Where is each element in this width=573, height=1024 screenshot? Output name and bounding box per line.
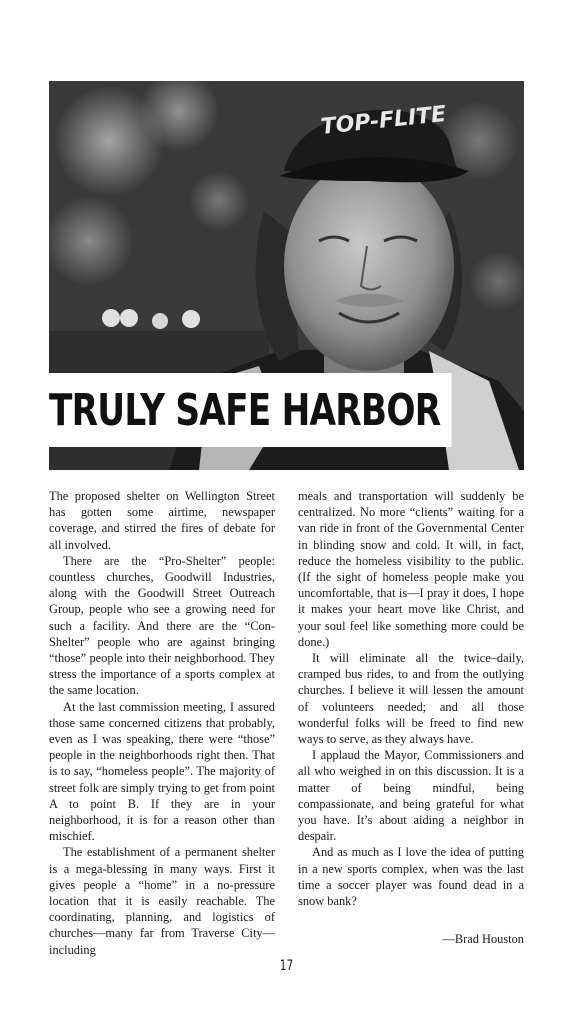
right-column: [298, 488, 524, 947]
paragraph: There are the “Pro-Shelter” people: countless churches, Goodwill Industries, along with the Goodwill Street Outreach Group, people who see a growing need for such a facility. And there are the “Con-Shelter” people who are against bringing “those” people into their neighborhood. They stress the importance of a sports complex at the same location.: [49, 553, 275, 698]
paragraph: The proposed shelter on Wellington Street has gotten some airtime, newspaper coverage, and stirred the fires of debate for all involved.: [49, 489, 275, 552]
left-column: [49, 488, 275, 958]
page-number: 17: [279, 958, 294, 974]
cap-logo-text: TOP-FLITE: [319, 101, 448, 140]
author-signature: —Brad Houston: [442, 932, 524, 947]
paragraph: I applaud the Mayor, Commissioners and all who weighed in on this discussion. It is a matter of being mindful, being compassionate, and being grateful for what you have. It’s about aiding a neighbor in despair.: [298, 748, 524, 844]
paragraph: It will eliminate all the twice–daily, cramped bus rides, to and from the outlying churches. I believe it will lessen the amount of volunteers needed; and all those wonderful folks will be freed to find new ways to serve, as they always have.: [298, 651, 524, 747]
paragraph: At the last commission meeting, I assured those same concerned citizens that probably, even as I was speaking, there were “those” people in the neighborhoods right then. That is to say, “homeless people”. The majority of street folk are simply trying to get from point A to point B. If they are in your neighborhood, it is for a reason other than mischief.: [49, 699, 275, 844]
paragraph: meals and transportation will suddenly be centralized. No more “clients” waiting for a van ride in front of the Governmental Center in blinding snow and cold. It will, in fact, reduce the homeless visibility to the public. (If the sight of homeless people make you uncomfortable, that is—I pray it does, I hope it makes your heart move like Christ, and your soul feel like something more could be done.): [298, 489, 524, 649]
paragraph: And as much as I love the idea of putting in a new sports complex, when was the last time a soccer player was found dead in a snow bank?: [298, 845, 524, 909]
headline: TRULY SAFE HARBOR: [49, 373, 451, 447]
paragraph: The establishment of a permanent shelter is a mega-blessing in many ways. First it gives people a “home” in a no-pressure location that it is easily reachable. The coordinating, planning, and logistics of churches—many far from Traverse City—including: [49, 845, 275, 957]
